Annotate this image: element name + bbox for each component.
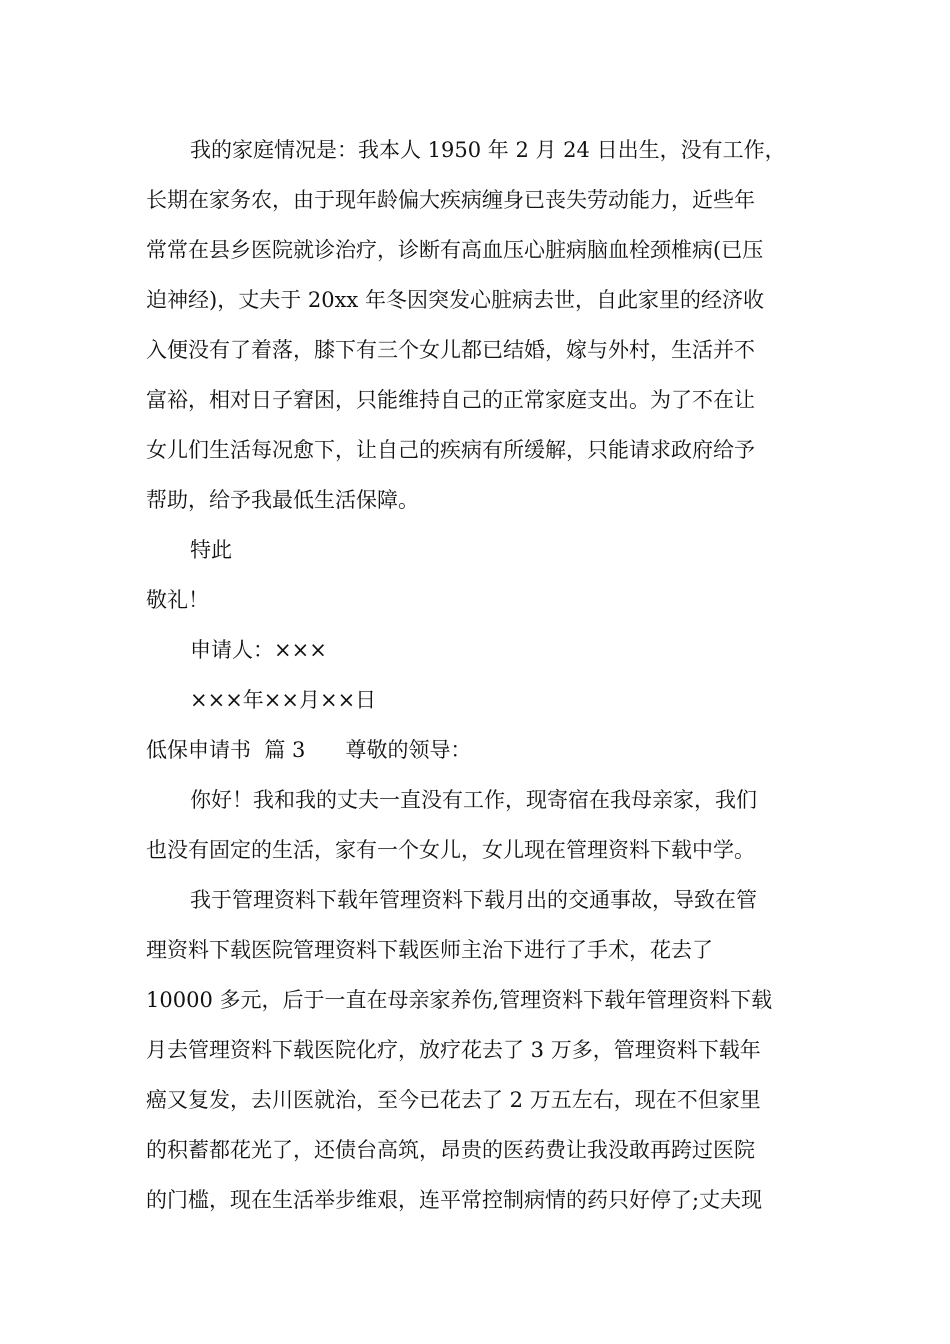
applicant-signature: 申请人：××× bbox=[190, 638, 327, 662]
text-line: 我于管理资料下载年管理资料下载月出的交通事故，导致在管 bbox=[190, 888, 757, 912]
salutation: 敬礼！ bbox=[146, 588, 209, 612]
text-line: 你好！我和我的丈夫一直没有工作，现寄宿在我母亲家，我们 bbox=[190, 788, 757, 812]
text-line: 我的家庭情况是：我本人 1950 年 2 月 24 日出生，没有工作， bbox=[190, 138, 786, 162]
text-line: 入便没有了着落，膝下有三个女儿都已结婚，嫁与外村，生活并不 bbox=[146, 338, 755, 362]
text-line: 也没有固定的生活，家有一个女儿，女儿现在管理资料下载中学。 bbox=[146, 838, 755, 862]
text-line: 月去管理资料下载医院化疗，放疗花去了 3 万多，管理资料下载年 bbox=[146, 1038, 761, 1062]
text-line: 常常在县乡医院就诊治疗，诊断有高血压心脏病脑血栓颈椎病(已压 bbox=[146, 238, 764, 262]
section-heading: 低保申请书 篇 3 尊敬的领导： bbox=[146, 738, 472, 762]
text-line: 帮助，给予我最低生活保障。 bbox=[146, 488, 419, 512]
date-line: ×××年××月××日 bbox=[190, 688, 377, 712]
text-line: 10000 多元，后于一直在母亲家养伤,管理资料下载年管理资料下载 bbox=[146, 988, 773, 1012]
text-line: 的积蓄都花光了，还债台高筑，昂贵的医药费让我没敢再跨过医院 bbox=[146, 1138, 755, 1162]
text-line: 的门槛，现在生活举步维艰，连平常控制病情的药只好停了;丈夫现 bbox=[146, 1188, 763, 1212]
text-line: 女儿们生活每况愈下，让自己的疾病有所缓解，只能请求政府给予 bbox=[146, 438, 755, 462]
text-line: 迫神经)，丈夫于 20xx 年冬因突发心脏病去世，自此家里的经济收 bbox=[146, 288, 764, 312]
text-line: 富裕，相对日子窘困，只能维持自己的正常家庭支出。为了不在让 bbox=[146, 388, 755, 412]
text-line: 长期在家务农，由于现年龄偏大疾病缠身已丧失劳动能力，近些年 bbox=[146, 188, 755, 212]
text-line: 癌又复发，去川医就治，至今已花去了 2 万五左右，现在不但家里 bbox=[146, 1088, 761, 1112]
text-line: 理资料下载医院管理资料下载医师主治下进行了手术，花去了 bbox=[146, 938, 713, 962]
closing-phrase: 特此 bbox=[190, 538, 232, 562]
